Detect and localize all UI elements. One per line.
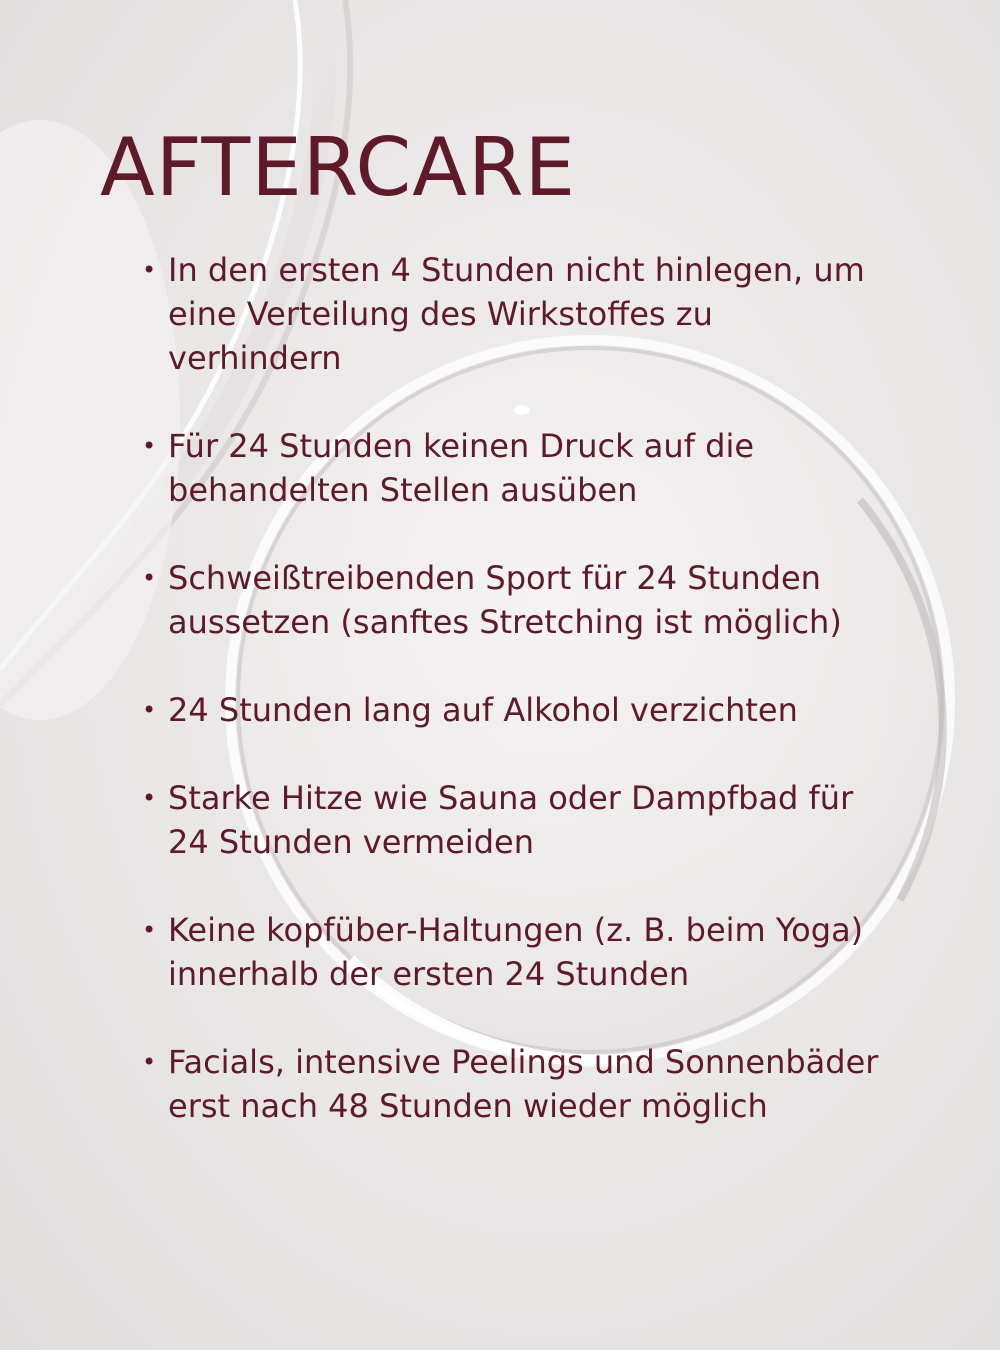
list-item-text: Keine kopfüber-Haltungen (z. B. beim Yoga) innerhalb der ersten 24 Stunden xyxy=(168,911,864,993)
bullet-icon: • xyxy=(142,432,157,460)
bullet-icon: • xyxy=(142,256,157,284)
bullet-icon: • xyxy=(142,564,157,592)
list-item-text: Für 24 Stunden keinen Druck auf die behandelten Stellen ausüben xyxy=(168,427,755,509)
list-item-text: 24 Stunden lang auf Alkohol verzichten xyxy=(168,691,798,729)
bullet-icon: • xyxy=(142,784,157,812)
bullet-icon: • xyxy=(142,696,157,724)
list-item xyxy=(140,908,880,996)
list-item xyxy=(140,688,880,732)
list-item-text: Schweißtreibenden Sport für 24 Stunden aussetzen (sanftes Stretching ist möglich) xyxy=(168,559,842,641)
list-item xyxy=(140,1040,880,1128)
list-item xyxy=(140,424,880,512)
page-title: AFTERCARE xyxy=(100,121,577,214)
bullet-icon: • xyxy=(142,1048,157,1076)
aftercare-list xyxy=(140,248,880,1172)
list-item xyxy=(140,556,880,644)
list-item xyxy=(140,776,880,864)
list-item-text: In den ersten 4 Stunden nicht hinlegen, um eine Verteilung des Wirkstoffes zu verhindern xyxy=(168,251,865,377)
list-item xyxy=(140,248,880,380)
list-item-text: Facials, intensive Peelings und Sonnenbäder erst nach 48 Stunden wieder möglich xyxy=(168,1043,879,1125)
list-item-text: Starke Hitze wie Sauna oder Dampfbad für 24 Stunden vermeiden xyxy=(168,779,854,861)
bullet-icon: • xyxy=(142,916,157,944)
